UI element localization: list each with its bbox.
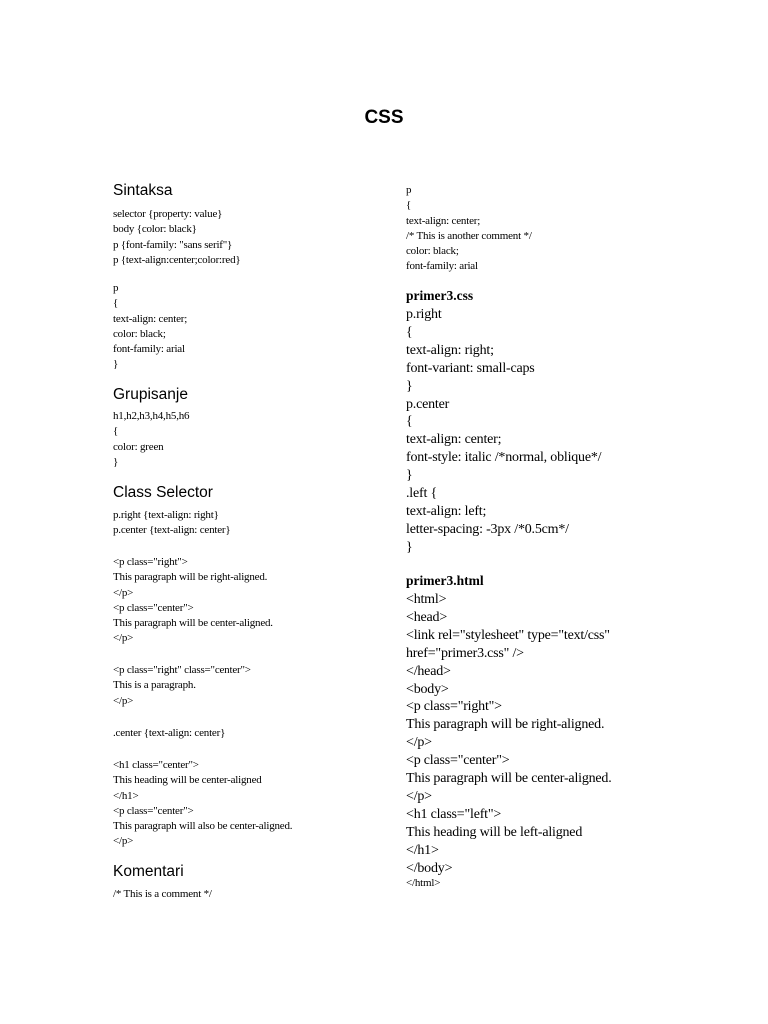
- code-primer3-html: <html> <head> <link rel="stylesheet" type="text/css" href="primer3.css" /> </head> <body> <p class="right"> This paragraph will be right-aligned. </p> <p class="center"> This paragraph will be center-aligned. </p> <h1 class="left"> This heading will be left-aligned </h1> </body>: [406, 592, 612, 876]
- code-primer3-css: p.right { text-align: right; font-variant: small-caps } p.center { text-align: center; font-style: italic /*normal, oblique*/ } .left { text-align: left; letter-spacing: -3px /*0.5cm*/ }: [406, 307, 602, 555]
- heading-grupisanje: Grupisanje: [113, 386, 188, 403]
- code-comment-example: p { text-align: center; /* This is another comment */ color: black; font-family: arial: [406, 184, 532, 273]
- code-multiple-classes: <p class="right" class="center"> This is a paragraph. </p>: [113, 664, 251, 707]
- filename-primer3-html: primer3.html: [406, 573, 484, 588]
- heading-class-selector: Class Selector: [113, 484, 213, 501]
- filename-primer3-css: primer3.css: [406, 288, 474, 303]
- code-comment: /* This is a comment */: [113, 888, 212, 900]
- code-class-paragraphs: <p class="right"> This paragraph will be right-aligned. </p> <p class="center"> This paragraph will be center-aligned. </p>: [113, 556, 273, 645]
- code-html-closing-tag: </html>: [406, 877, 441, 889]
- page-title: CSS: [364, 107, 404, 128]
- code-generic-class: .center {text-align: center}: [113, 727, 226, 739]
- code-grouping: h1,h2,h3,h4,h5,h6 { color: green }: [113, 410, 190, 468]
- code-generic-class-usage: <h1 class="center"> This heading will be center-aligned </h1> <p class="center"> This paragraph will also be center-aligned. </p>: [113, 759, 293, 848]
- heading-sintaksa: Sintaksa: [113, 182, 173, 199]
- code-syntax-rules: selector {property: value} body {color: black} p {font-family: "sans serif"} p {text-align:center;color:red}: [113, 208, 241, 266]
- code-class-rules: p.right {text-align: right} p.center {text-align: center}: [113, 509, 231, 537]
- code-syntax-block: p { text-align: center; color: black; font-family: arial }: [113, 282, 188, 371]
- heading-komentari: Komentari: [113, 863, 184, 880]
